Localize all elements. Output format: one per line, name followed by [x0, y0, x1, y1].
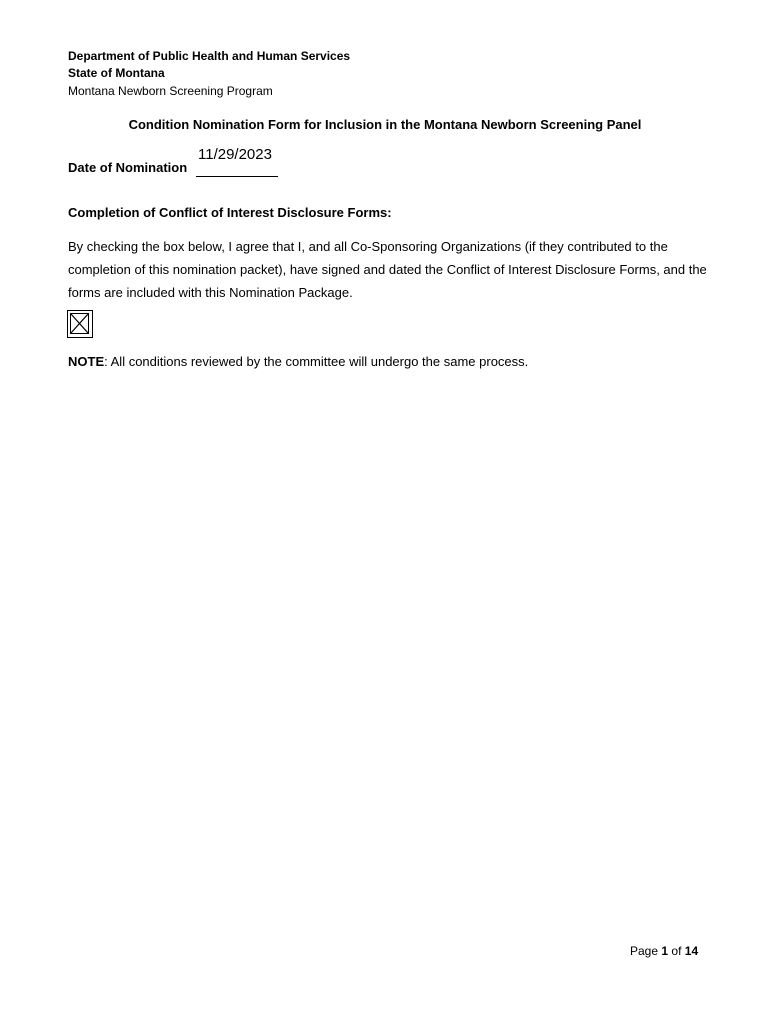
conflict-agreement-checkbox[interactable] [67, 310, 93, 338]
of-word: of [671, 944, 682, 958]
date-of-nomination-label: Date of Nomination [68, 160, 188, 175]
state-name: State of Montana [68, 66, 165, 80]
total-pages-number: 14 [684, 944, 699, 958]
note-body: : All conditions reviewed by the committee will undergo the same process. [104, 354, 529, 369]
current-page-number: 1 [661, 944, 669, 958]
note-text [68, 354, 528, 369]
checked-box-icon [70, 313, 89, 334]
note-label: NOTE [68, 354, 105, 369]
date-of-nomination-field[interactable] [196, 146, 278, 177]
page-word: Page [630, 944, 659, 958]
form-title: Condition Nomination Form for Inclusion in the Montana Newborn Screening Panel [128, 117, 642, 132]
conflict-agreement-text: By checking the box below, I agree that I, and all Co-Sponsoring Organizations (if they contributed to the completion of this nomination packet), have signed and dated the Conflict of Interest Disclosure Forms, and the forms are included with this Nomination Package. [68, 239, 707, 300]
department-name: Department of Public Health and Human Services [68, 49, 351, 63]
conflict-section-heading: Completion of Conflict of Interest Disclosure Forms: [68, 205, 392, 220]
program-name: Montana Newborn Screening Program [68, 84, 273, 98]
date-of-nomination-value: 11/29/2023 [198, 146, 272, 163]
page-indicator [630, 944, 698, 958]
